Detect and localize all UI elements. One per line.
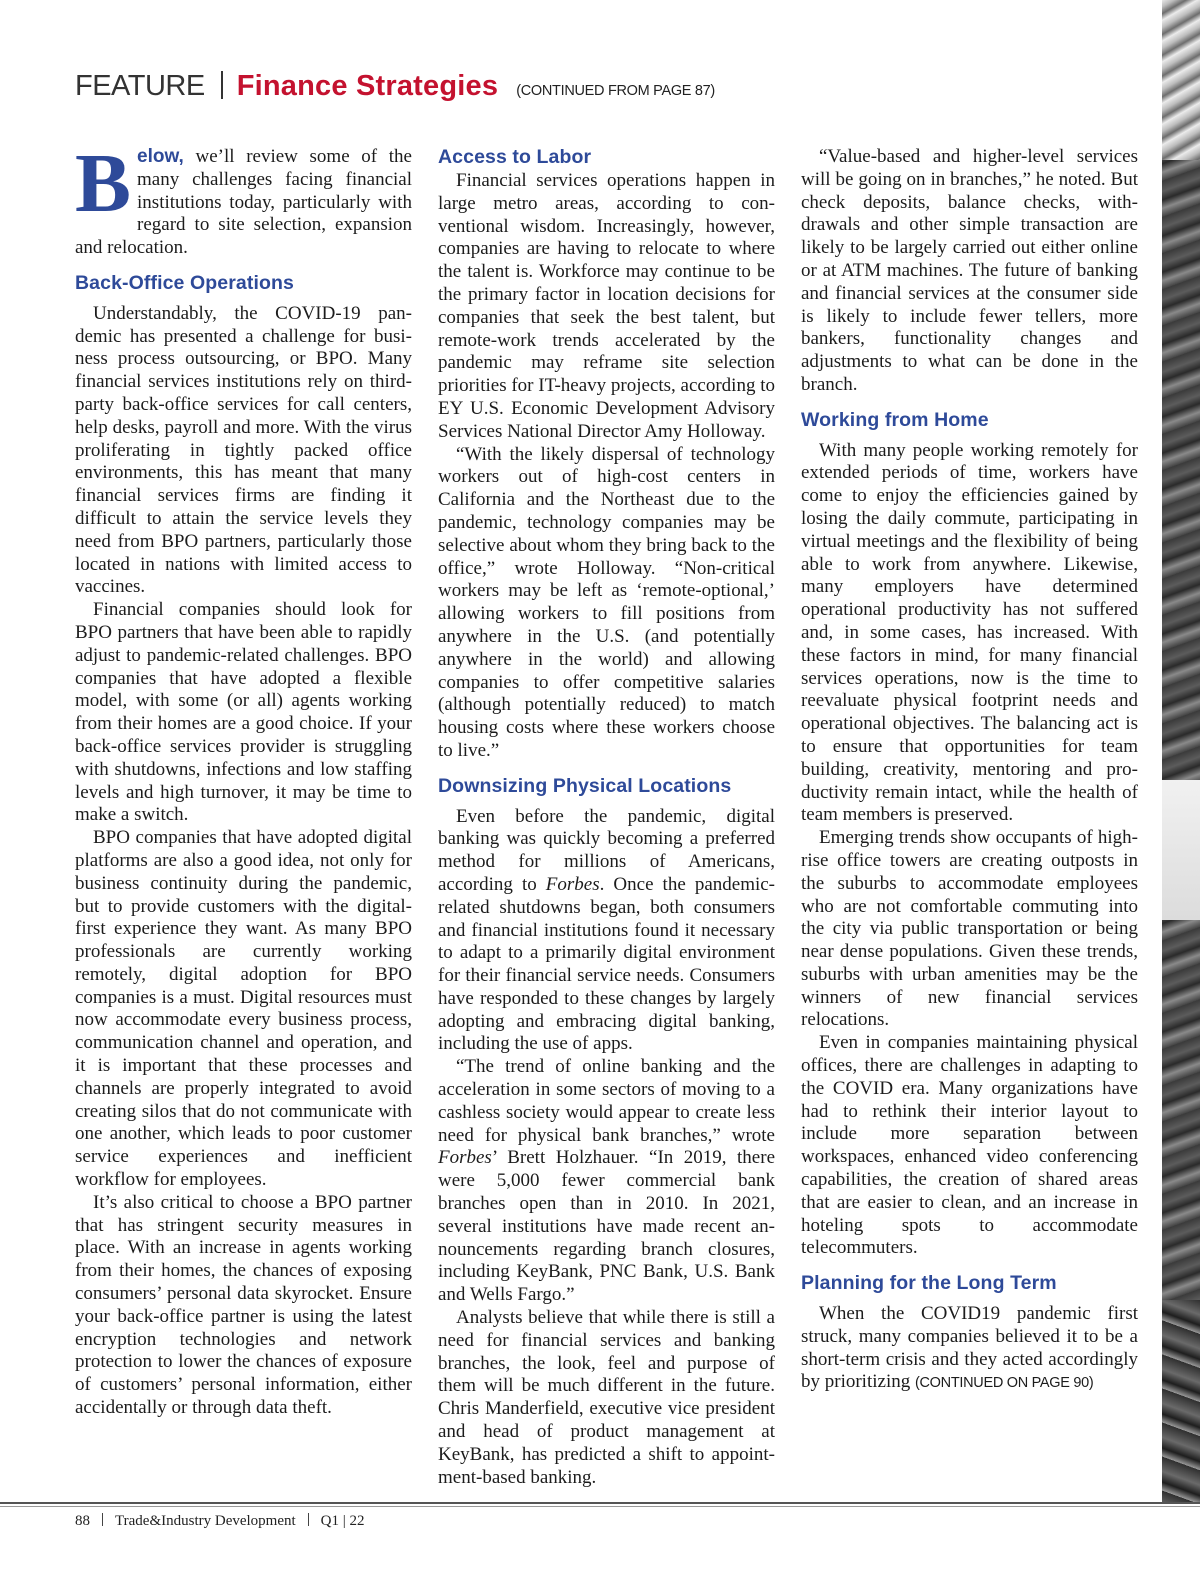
paragraph: Even before the pandemic, digital banking was quickly becoming a preferred method for millions of Americans, according to Forbes. Once the pandemic-related shutdowns began, both consumers and financial institutions found it necessary to adapt to a primarily digital environment for their financial service needs. Consumers have responded to these changes by largely adopting and embracing digital banking, including the use of apps. xyxy=(438,805,776,1055)
article-column-2 xyxy=(438,146,775,1489)
intro-paragraph xyxy=(75,137,412,260)
footer-rule xyxy=(0,1502,1200,1504)
section-title: Finance Strategies xyxy=(236,70,499,102)
header-divider xyxy=(221,71,223,99)
heading-downsizing-physical-locations: Downsizing Physical Locations xyxy=(438,774,732,797)
paragraph: Financial companies should look for BPO partners that have been able to rapidly adjust to pandemic-related challenges. BPO companies that have adopted a flexible model, with some (or all) agents working from their homes are a good choice. If your back-office services provider is struggling with shutdowns, infections and low staffing levels and high turnover, it may be time to make a switch. xyxy=(75,599,412,826)
paragraph: Financial services operations happen in large metro areas, according to conventional wisdom. Increasingly, however, companies are having to relocate to where the talent is. Workforce may continue to be the primary factor in location decisions for companies that seek the best talent, but remote-work trends accelerated by the pandemic may reframe site selection priorities for IT-heavy projects, according to EY U.S. Economic Development Advisory Services National Director Amy Holloway. xyxy=(438,170,775,442)
paragraph: Analysts believe that while there is still a need for financial services and banking branches, the look, feel and purpose of them will be much different in the future. Chris Manderfield, executive vice president and head of product management at KeyBank, has predicted a shift to appointment-based banking. xyxy=(438,1307,775,1488)
heading-back-office-operations: Back-Office Operations xyxy=(75,271,294,294)
publication-name: Trade&Industry Development xyxy=(115,1513,296,1529)
footer-divider xyxy=(102,1513,103,1526)
cover-photo-strip xyxy=(1162,0,1200,1504)
page-number: 88 xyxy=(75,1513,90,1529)
drop-cap: B xyxy=(75,137,132,230)
footer-divider xyxy=(308,1513,309,1526)
paragraph: BPO companies that have adopted digital platforms are also a good idea, not only for business continuity during the pandemic, but to provide customers with the digital-first experience they want. As many BPO professionals are currently working remotely, digital adoption for BPO companies is a must. Digital resources must now accommodate every business process, communication channel and operation, and it is important that these processes and channels are properly integrated to avoid creating silos that do not communicate with one another, which leads to poor customer service experiences and inefficient workflow for employees. xyxy=(75,827,412,1191)
paragraph: With many people working remotely for extended periods of time, workers have come to enjoy the efficiencies gained by losing the daily commute, participating in virtual meetings and the flexibility of being able to work from anywhere. Likewise, many employers have determined operational productivity has not suffered and, in some cases, has increased. With these factors in mind, for many financial services operations, now is the time to reevaluate physical footprint needs and operational objectives. The balancing act is to ensure that opportunities for team building, creativity, mentoring and productivity remain intact, while the health of team members is preserved. xyxy=(801,439,1138,826)
lead-word: elow, xyxy=(137,146,184,167)
paragraph: “The trend of online banking and the acceleration in some sectors of moving to a cashless society would appear to create less need for physical bank branches,” wrote Forbes’ Brett Holzhauer. “In 2019, there were 5,000 fewer commercial bank branches open than in 2010. In 2021, several institutions have made recent announcements regarding branch closures, including KeyBank, PNC Bank, U.S. Bank and Wells Fargo.” xyxy=(438,1056,775,1306)
paragraph: “Value-based and higher-level services will be going on in branches,” he noted. But check deposits, balance checks, withdrawals and other simple transaction are likely to be largely carried out either online or at ATM machines. The future of banking and financial services at the consumer side is likely to include fewer tellers, more bankers, functionality changes and adjustments to what can be done in the branch. xyxy=(801,146,1138,395)
paragraph: It’s also critical to choose a BPO partner that has stringent security measures in place. With an increase in agents working from their homes, the chances of exposing consumers’ personal data skyrocket. Ensure your back-office partner is using the latest encryption technologies and network protection to lower the chances of exposure of customers’ personal information, either accidentally or through data theft. xyxy=(75,1191,412,1419)
heading-working-from-home: Working from Home xyxy=(801,408,989,431)
intro-text: we’ll review some of the many challenges facing financial institutions today, particularly with regard to site selection, expansion and relocation. xyxy=(75,146,412,259)
article-column-1 xyxy=(75,137,412,1420)
continued-on-note: (CONTINUED ON PAGE 90) xyxy=(914,1375,1094,1392)
heading-planning-for-the-long-term: Planning for the Long Term xyxy=(801,1272,1057,1295)
page-footer xyxy=(75,1513,365,1530)
paragraph: When the COVID19 pandemic first struck, many companies believed it to be a short-term crisis and they acted accordingly by prioritizing (CONTINUED ON PAGE 90) xyxy=(801,1303,1138,1393)
paragraph: Even in companies maintaining physical offices, there are challenges in adapting to the COVID era. Many organizations have had to rethink their interior layout to include more separation between workspaces, enhanced video conferencing capabilities, the creation of shared areas that are easier to clean, and an increase in hoteling spots to accommodate telecommuters. xyxy=(801,1032,1138,1259)
article-column-3 xyxy=(801,146,1138,1395)
heading-access-to-labor: Access to Labor xyxy=(438,146,592,168)
feature-kicker: FEATURE xyxy=(75,70,205,102)
paragraph: Emerging trends show occupants of high-rise office towers are creating outposts in the suburbs to accommodate employees who are not comfortable commuting into the city via public transportation or being near dense populations. Given these trends, suburbs with urban amenities may be the winners of new financial services relocations. xyxy=(801,827,1138,1031)
page-header xyxy=(75,70,715,110)
continued-from-note: (CONTINUED FROM PAGE 87) xyxy=(516,83,715,99)
paragraph: Understandably, the COVID-19 pandemic has presented a challenge for business process outsourcing, or BPO. Many financial services institutions rely on third-party back-office services for call centers, help desks, payroll and more. With the virus proliferating in tightly packed office environments, this has meant that many financial services firms are finding it difficult to attain the service levels they need from BPO partners, particularly those located in nations with limited access to vaccines. xyxy=(75,302,412,598)
paragraph: “With the likely dispersal of technology workers out of high-cost centers in California and the Northeast due to the pandemic, technology companies may be selective about whom they bring back to the office,” wrote Holloway. “Non-critical workers may be left as ‘remote-optional,’ allowing workers to fill positions from anywhere in the U.S. (and potentially anywhere in the world) and allowing companies to offer competitive salaries (although potentially reduced) to match housing costs where these workers choose to live.” xyxy=(438,443,775,761)
footer-rule-thin xyxy=(0,1506,1200,1507)
issue-label: Q1 | 22 xyxy=(320,1513,365,1529)
